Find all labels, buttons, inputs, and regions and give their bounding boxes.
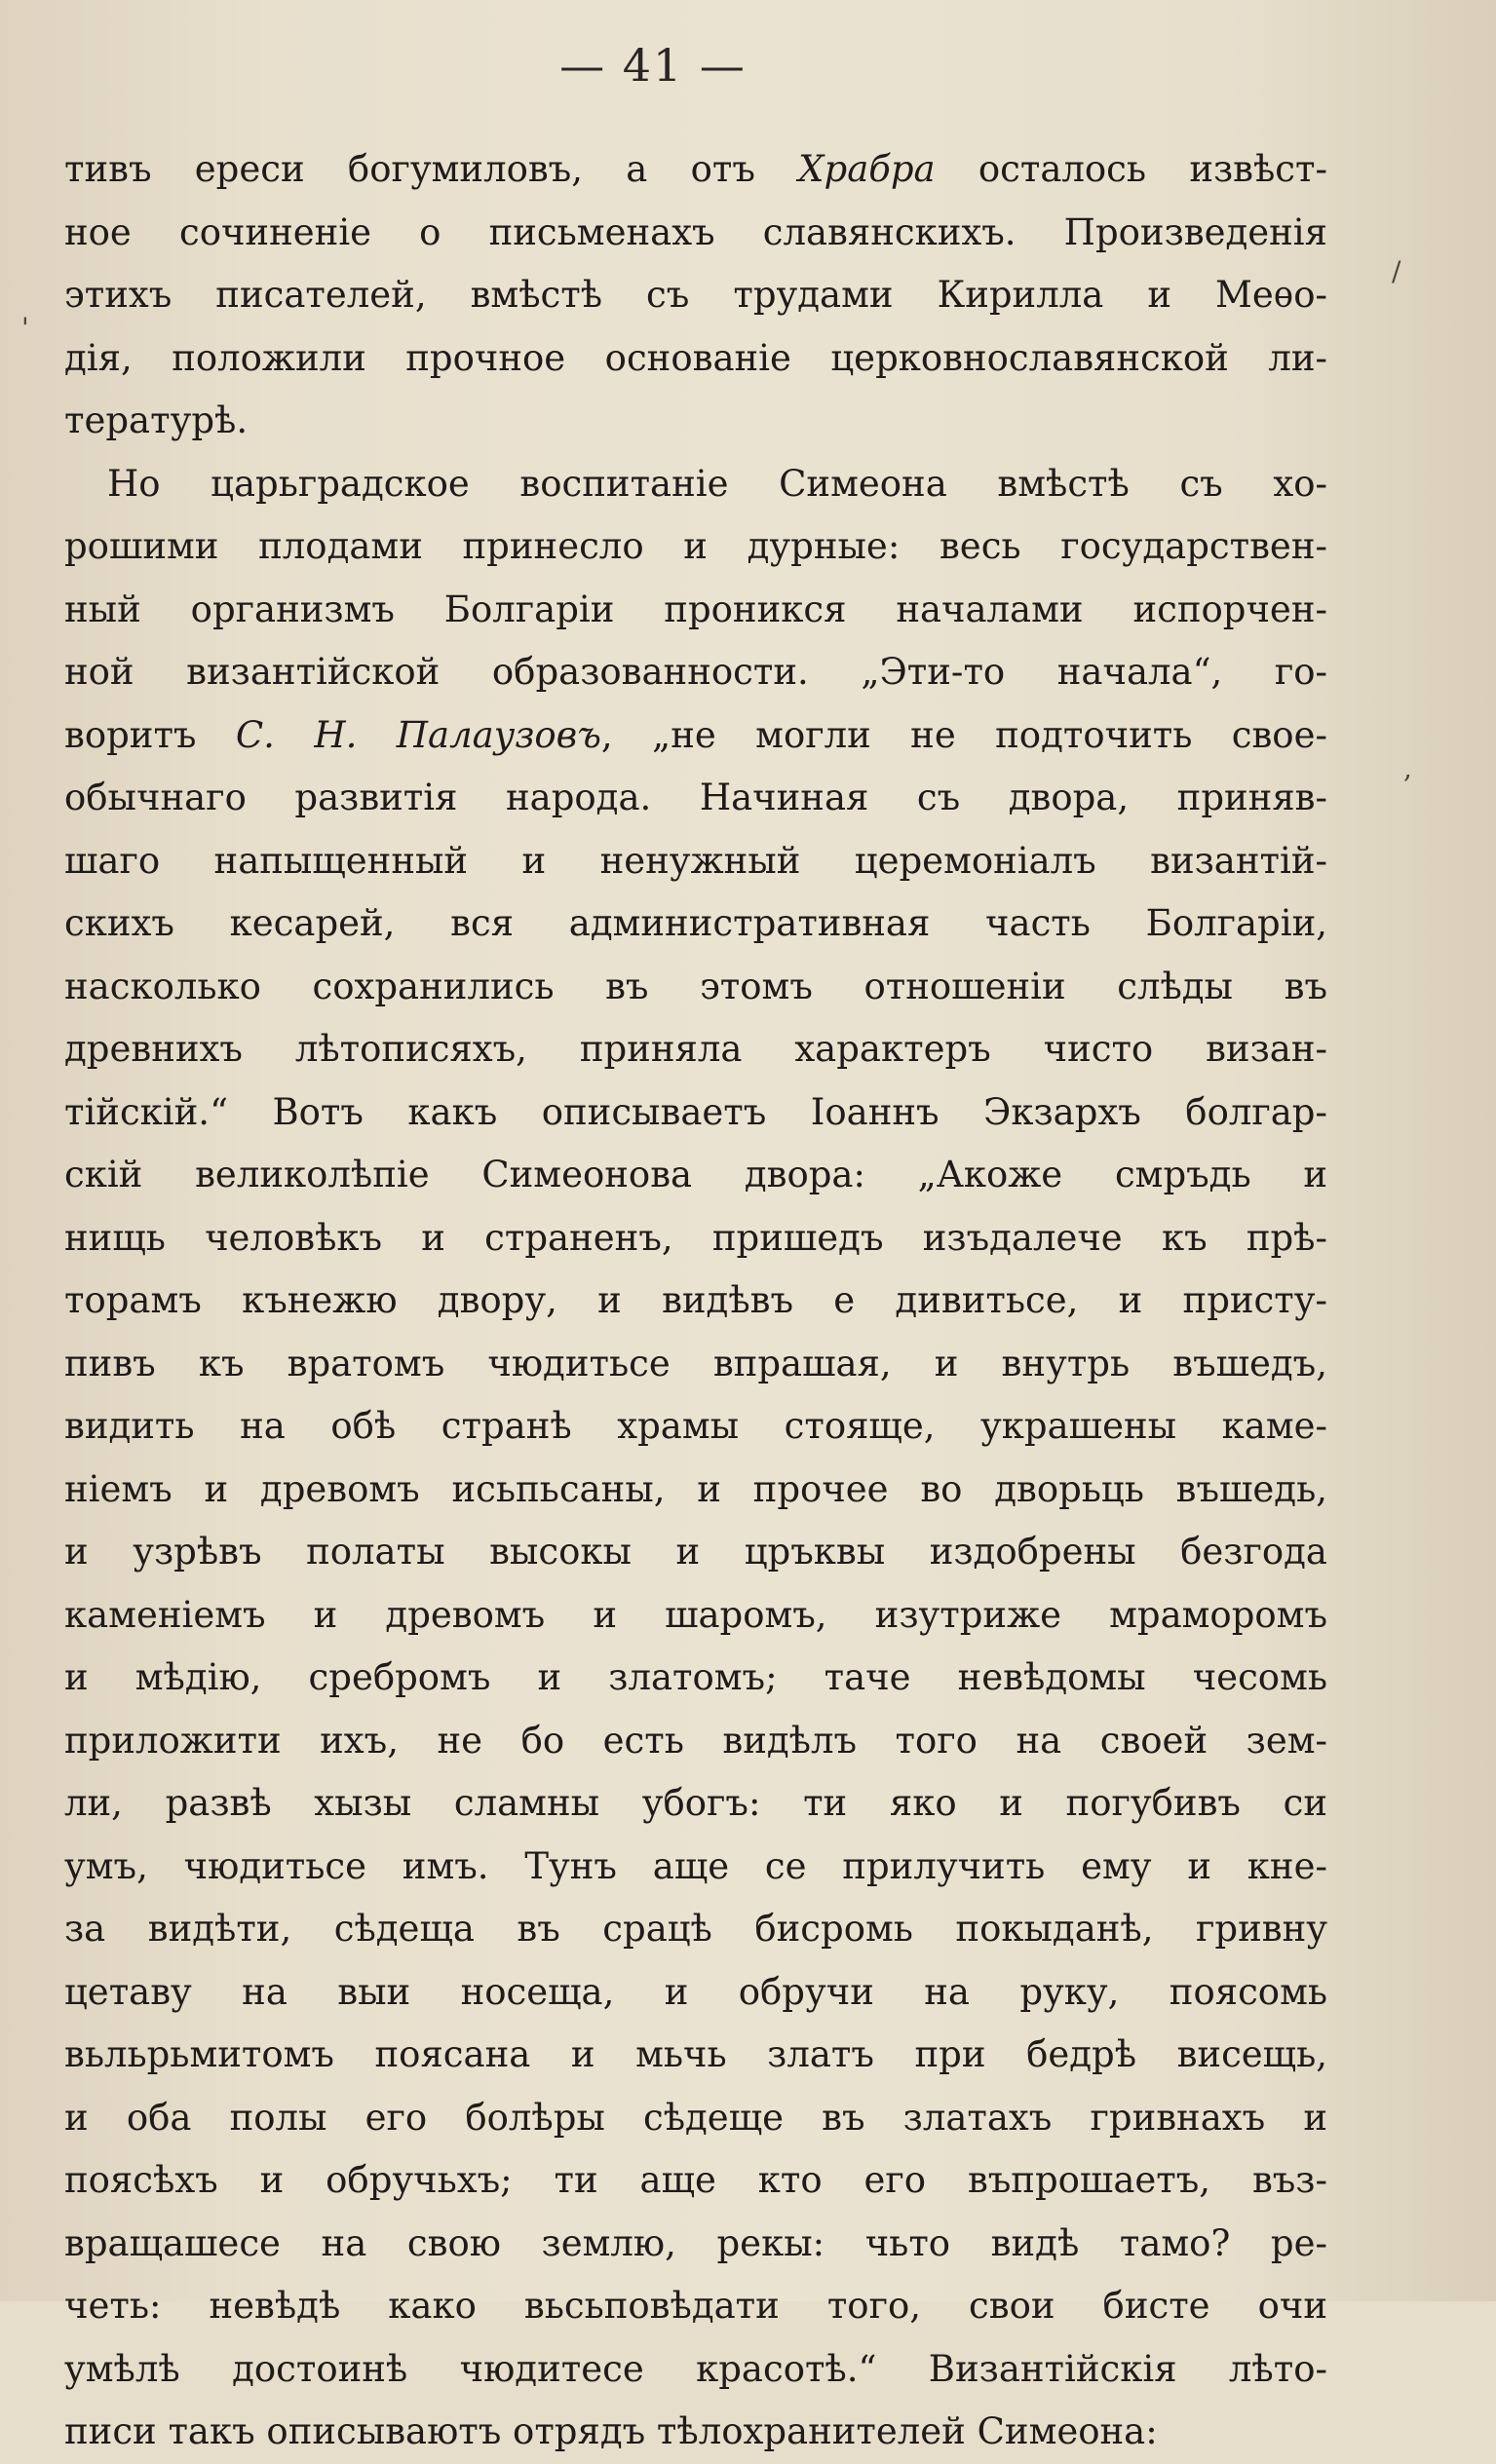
- text-line: [64, 2087, 1327, 2150]
- line-text: четь: невѣдѣ како вьсьповѣдати того, свои бисте очи: [64, 2285, 1327, 2327]
- line-text: скихъ кесарей, вся административная часть Болгаріи,: [64, 902, 1327, 944]
- text-line: [64, 2338, 1327, 2402]
- italic-name: Храбра: [798, 148, 936, 190]
- line-text: приложити ихъ, не бо есть видѣлъ того на своей зем-: [64, 1719, 1327, 1762]
- text-line: [64, 202, 1327, 265]
- line-text-rest: осталось извѣст-: [935, 148, 1328, 190]
- line-text: тійскій.“ Вотъ какъ описываетъ Іоаннъ Экзархъ болгар-: [64, 1090, 1327, 1133]
- line-text: этихъ писателей, вмѣстѣ съ трудами Кирилла и Меѳо-: [64, 274, 1327, 316]
- line-text: ли, развѣ хызы сламны убогъ: ти яко и погубивъ си: [64, 1782, 1327, 1824]
- text-line: [64, 138, 1327, 202]
- text-line: [64, 641, 1327, 704]
- text-line: [64, 327, 1327, 391]
- line-text: каменіемъ и древомъ и шаромъ, изутриже мраморомъ: [64, 1593, 1327, 1636]
- text-line: [64, 1898, 1327, 1961]
- line-text: Но царьградское воспитаніе Симеона вмѣстѣ съ хо-: [107, 462, 1327, 505]
- text-line: [64, 2213, 1327, 2276]
- line-text: цетаву на выи носеща, и обручи на руку, поясомь: [64, 1970, 1327, 2013]
- line-text: видить на обѣ странѣ храмы стояще, украшены каме-: [64, 1405, 1327, 1447]
- text-line: [64, 1459, 1327, 1522]
- text-line: [64, 1270, 1327, 1333]
- text-line: [64, 390, 1327, 453]
- line-text: тивъ ереси богумиловъ, а отъ: [64, 148, 799, 190]
- text-line: [64, 1961, 1327, 2025]
- text-line: [64, 2024, 1327, 2087]
- line-text: тературѣ.: [64, 399, 249, 441]
- text-line: [64, 1584, 1327, 1648]
- line-text: за видѣти, сѣдеща въ срацѣ бисромь покыданѣ, гривну: [64, 1908, 1327, 1950]
- line-text: ной византійской образованности. „Эти-то начала“, го-: [64, 651, 1327, 693]
- text-line: [64, 2149, 1327, 2213]
- text-line: [64, 1395, 1327, 1459]
- text-line: [64, 1144, 1327, 1207]
- line-text: ніемъ и древомъ исьпьсаны, и прочее во дворьць въшедь,: [64, 1467, 1327, 1510]
- text-line: [64, 515, 1327, 579]
- margin-speck: /: [1392, 255, 1401, 287]
- italic-name: С. Н. Палаузовъ: [235, 713, 601, 756]
- text-line: [64, 767, 1327, 830]
- line-text: умѣлѣ достоинѣ чюдитесе красотѣ.“ Византійскія лѣто-: [64, 2347, 1327, 2390]
- line-text: дія, положили прочное основаніе церковнославянской ли-: [64, 336, 1327, 379]
- line-text: обычнаго развитія народа. Начиная съ двора, приняв-: [64, 777, 1327, 818]
- line-text: писи такъ описываютъ отрядъ тѣлохранителей Симеона:: [64, 2410, 1158, 2452]
- text-line: [64, 264, 1327, 327]
- line-text: и узрѣвъ полаты высокы и цръквы издобрены безгода: [64, 1531, 1327, 1573]
- text-line: [64, 1018, 1327, 1081]
- line-text-rest: , „не могли не подточить свое-: [600, 713, 1327, 756]
- body-text: [64, 138, 1327, 2464]
- text-line: [64, 579, 1327, 642]
- margin-speck: ': [21, 312, 29, 344]
- line-text: нищь человѣкъ и страненъ, пришедъ изъдалече къ прѣ-: [64, 1216, 1327, 1259]
- text-line: [64, 2401, 1327, 2464]
- text-line: [64, 453, 1327, 516]
- line-text: шаго напыщенный и ненужный церемоніалъ византій-: [64, 839, 1327, 882]
- line-text: вращашесе на свою землю, рекы: чьто видѣ тамо? ре-: [64, 2221, 1327, 2264]
- line-text: вьльрьмитомъ поясана и мьчь златъ при бедрѣ висещь,: [64, 2033, 1327, 2075]
- text-line: [64, 956, 1327, 1019]
- line-text: ный организмъ Болгаріи проникся началами испорчен-: [64, 588, 1327, 630]
- text-line: [64, 1207, 1327, 1270]
- text-line: [64, 1333, 1327, 1396]
- margin-speck: ,: [1403, 752, 1412, 784]
- line-text: рошими плодами принесло и дурные: весь государствен-: [64, 525, 1327, 567]
- text-line: [64, 2275, 1327, 2338]
- line-text: насколько сохранились въ этомъ отношеніи слѣды въ: [64, 965, 1327, 1007]
- text-line: [64, 1836, 1327, 1899]
- line-text: скій великолѣпіе Симеонова двора: „Акоже смръдь и: [64, 1154, 1327, 1195]
- text-line: [64, 1772, 1327, 1836]
- text-line: [64, 1081, 1327, 1145]
- line-text: и мѣдію, сребромъ и златомъ; таче невѣдомы чесомь: [64, 1656, 1327, 1698]
- line-text: древнихъ лѣтописяхъ, приняла характеръ чисто визан-: [64, 1028, 1327, 1070]
- text-line: [64, 830, 1327, 893]
- text-line: [64, 1521, 1327, 1584]
- text-line: [64, 892, 1327, 956]
- text-line: [64, 1710, 1327, 1773]
- line-text: и оба полы его болѣры сѣдеще въ златахъ гривнахъ и: [64, 2096, 1327, 2139]
- line-text: воритъ: [64, 713, 236, 756]
- line-text: пивъ къ вратомъ чюдитьсе впрашая, и внутрь въшедъ,: [64, 1342, 1327, 1384]
- line-text: торамъ кънежю двору, и видѣвъ е дивитьсе, и присту-: [64, 1279, 1327, 1321]
- text-line: [64, 704, 1327, 768]
- line-text: ное сочиненіе о письменахъ славянскихъ. Произведенія: [64, 210, 1327, 253]
- line-text: поясѣхъ и обручьхъ; ти аще кто его въпрошаетъ, въз-: [64, 2159, 1327, 2201]
- text-line: [64, 1647, 1327, 1710]
- page-number: — 41 —: [559, 39, 747, 92]
- line-text: умъ, чюдитьсе имъ. Тунъ аще се прилучить ему и кне-: [64, 1844, 1327, 1887]
